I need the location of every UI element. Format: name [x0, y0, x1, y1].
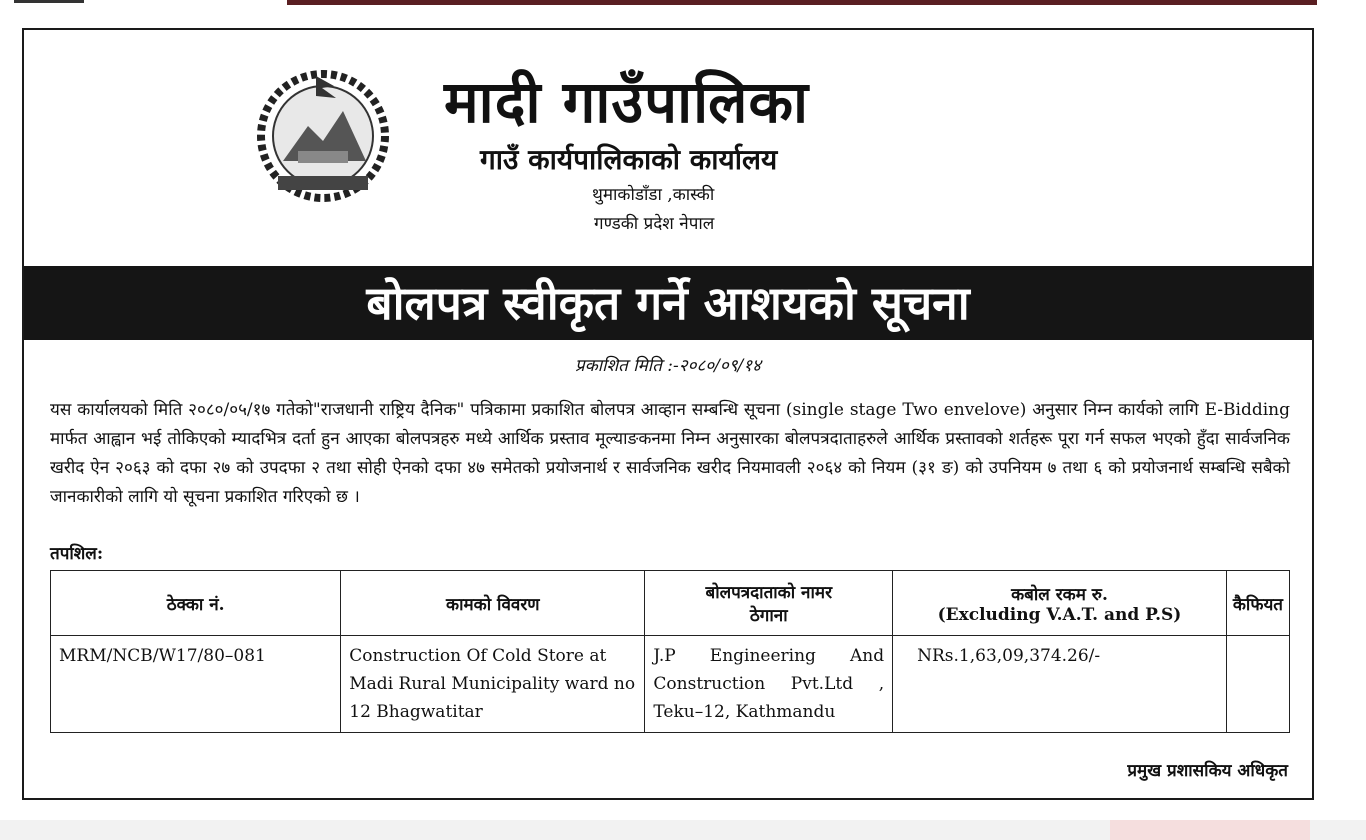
- office-name: गाउँ कार्यपालिकाको कार्यालय: [480, 143, 778, 176]
- header-bidder-line1: बोलपत्रदाताको नामर: [705, 583, 833, 603]
- bottom-highlight: [1110, 820, 1310, 840]
- top-left-rule: [14, 0, 84, 3]
- header-amount: [893, 571, 1227, 636]
- cell-contract-no: MRM/NCB/W17/80–081: [51, 636, 341, 733]
- notice-body: यस कार्यालयको मिति २०८०/०५/१७ गतेको"राजधानी राष्ट्रिय दैनिक" पत्रिकामा प्रकाशित बोलपत्र आव्हान सम्बन्धि सूचना (single stage Two envelove) अनुसार निम्न कार्यको लागि E-Bidding मार्फत आह्वान भई तोकिएको म्यादभित्र दर्ता हुन आएका बोलपत्रहरु मध्ये आर्थिक प्रस्ताव मूल्याङकनमा निम्न अनुसारका बोलपत्रदाताहरुले आर्थिक प्रस्तावको शर्तहरू पूरा गर्न सफल भएको हुँदा सार्वजनिक खरीद ऐन २०६३ को दफा २७ को उपदफा २ तथा सोही ऐनको दफा ४७ समेतको प्रयोजनार्थ र सार्वजनिक खरीद नियमावली २०६४ को नियम (३१ ङ) को उपनियम ७ तथा ६ को प्रयोजनार्थ सम्बन्धि सबैको जानकारीको लागि यो सूचना प्रकाशित गरिएको छ ।: [50, 400, 1290, 507]
- nepal-emblem-icon: [238, 56, 408, 206]
- tender-table: [50, 570, 1290, 733]
- cell-amount: NRs.1,63,09,374.26/-: [893, 636, 1227, 733]
- address-line-1: थुमाकोडाँडा ,कास्की: [592, 185, 715, 205]
- published-date: प्रकाशित मिति :-२०८०/०९/१४: [575, 356, 761, 376]
- header-contract-no: ठेक्का नं.: [51, 571, 341, 636]
- top-accent-bar: [287, 0, 1317, 5]
- header-remarks: कैफियत: [1226, 571, 1289, 636]
- notice-title-banner: [24, 266, 1312, 340]
- header-amount-line2: (Excluding V.A.T. and P.S): [937, 604, 1182, 625]
- notice-title: बोलपत्र स्वीकृत गर्ने आशयको सूचना: [366, 276, 970, 330]
- header-description: कामको विवरण: [341, 571, 645, 636]
- bottom-strip: [0, 820, 1366, 840]
- address-line-2: गण्डकी प्रदेश नेपाल: [594, 214, 715, 234]
- signature-title: प्रमुख प्रशासकिय अधिकृत: [1127, 761, 1288, 781]
- cell-description: Construction Of Cold Store at Madi Rural Municipality ward no 12 Bhagwatitar: [341, 636, 645, 733]
- municipality-name: मादी गाउँपालिका: [444, 68, 810, 136]
- cell-remarks: [1226, 636, 1289, 733]
- header-bidder: [645, 571, 893, 636]
- header-amount-line1: कबोल रकम रु.: [1011, 584, 1108, 605]
- details-label: तपशिल:: [50, 544, 104, 564]
- table-header-row: [51, 571, 1290, 636]
- cell-bidder: J.P Engineering And Construction Pvt.Ltd , Teku–12, Kathmandu: [645, 636, 893, 733]
- header-bidder-line2: ठेगाना: [749, 606, 788, 626]
- notice-document: [22, 28, 1314, 800]
- table-row: [51, 636, 1290, 733]
